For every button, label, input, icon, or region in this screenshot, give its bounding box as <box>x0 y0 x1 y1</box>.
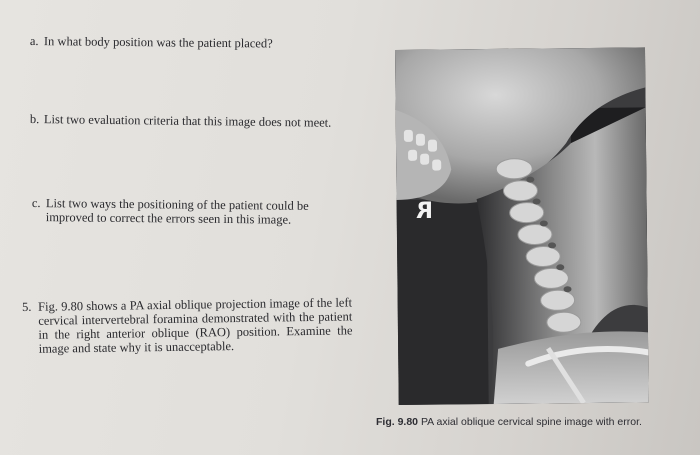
figure-caption-text: PA axial oblique cervical spine image with error. <box>420 416 642 428</box>
question-c-marker: c. <box>31 196 41 211</box>
question-5-text: Fig. 9.80 shows a PA axial oblique projection image of the left cervical intervertebral foramina demonstrated with the patient in the right anterior oblique (RAO) position. Examine the image and state why it is unacceptable. <box>37 295 353 356</box>
question-5-marker: 5. <box>22 299 32 314</box>
question-c <box>32 196 342 227</box>
question-b-marker: b. <box>29 112 40 127</box>
figure-caption-label: Fig. 9.80 <box>376 416 419 428</box>
question-a-text: In what body position was the patient placed? <box>43 34 273 51</box>
question-c-text: List two ways the positioning of the patient could be improved to correct the errors seen in this image. <box>45 196 309 227</box>
xray-image <box>395 47 649 405</box>
question-b <box>30 112 340 130</box>
question-b-text: List two evaluation criteria that this image does not meet. <box>43 112 332 130</box>
side-marker-r: R <box>416 199 433 224</box>
question-5 <box>22 295 353 356</box>
question-a-marker: a. <box>29 34 39 49</box>
cervical-spine-radiograph <box>395 47 649 405</box>
figure-caption <box>376 416 686 428</box>
question-a <box>30 34 330 51</box>
